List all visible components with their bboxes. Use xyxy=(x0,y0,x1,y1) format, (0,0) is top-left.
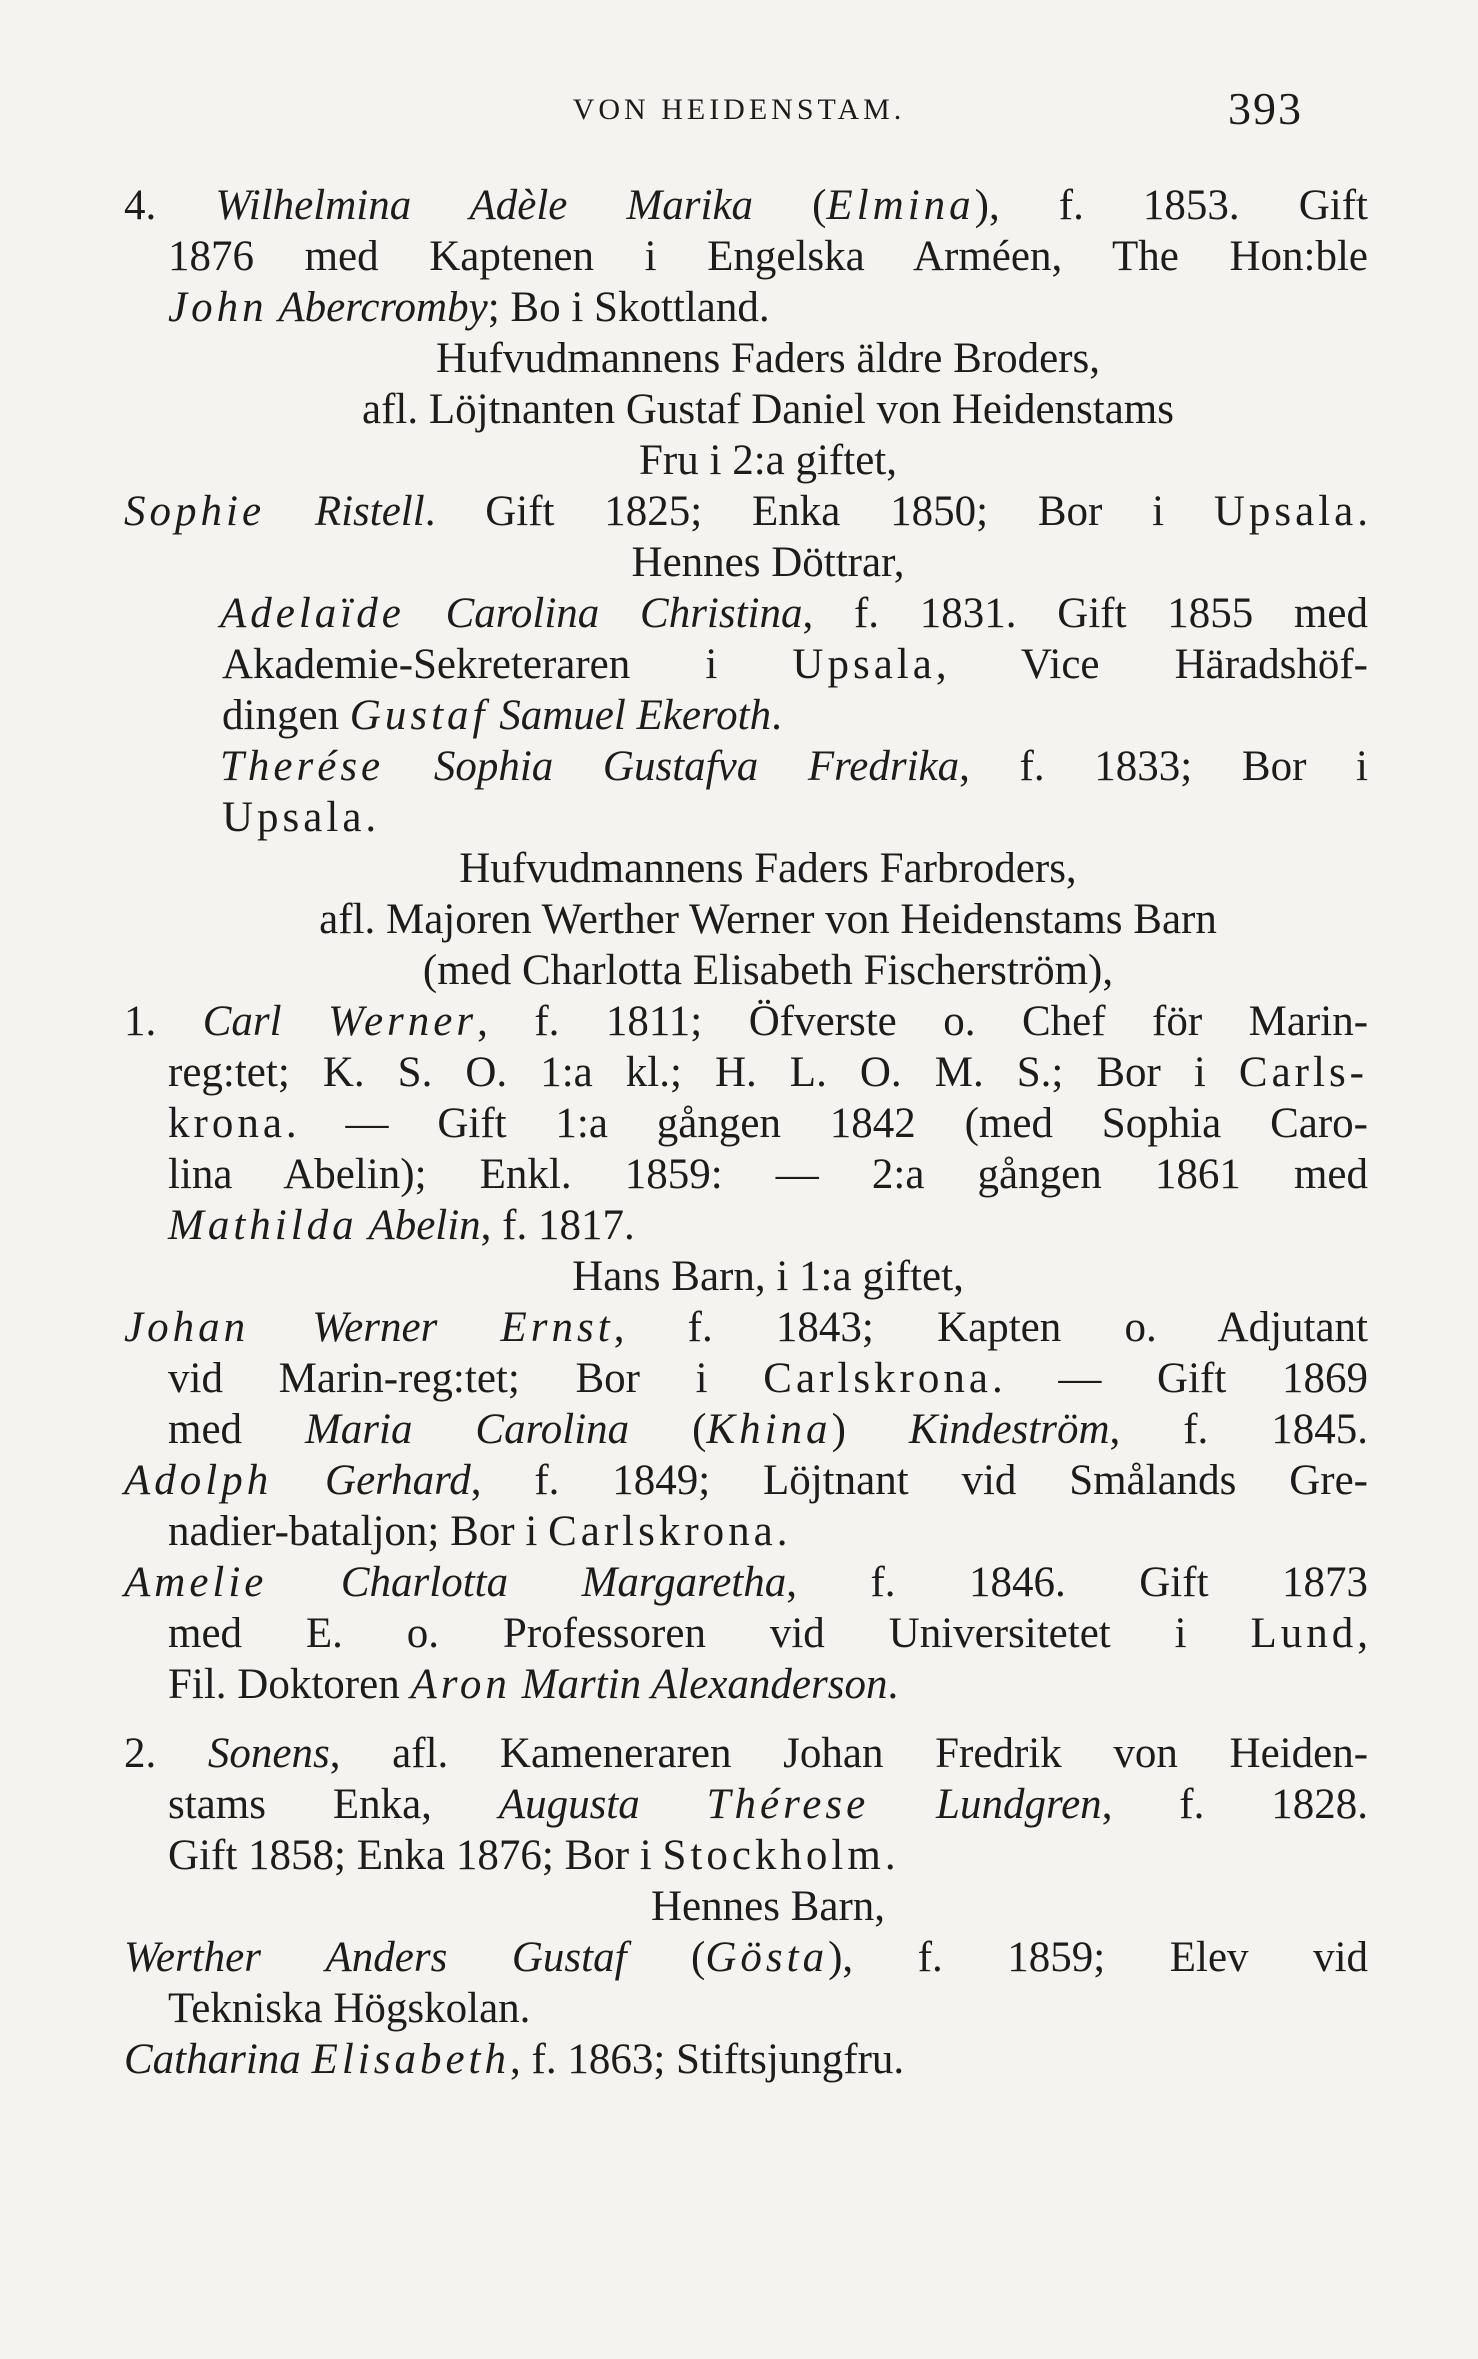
text-line xyxy=(168,1251,1368,1302)
text-span: Carlskrona xyxy=(548,1508,777,1555)
text-line xyxy=(168,1881,1368,1932)
text-span: ; Bo i Skottland. xyxy=(487,284,770,331)
text-line xyxy=(168,843,1368,894)
text-span: . xyxy=(365,794,377,841)
text-line xyxy=(168,639,1368,690)
name-span: Charlotta Margaretha xyxy=(340,1559,787,1606)
paragraph-gap xyxy=(168,1710,1368,1728)
text-span: , f. 1863; Stiftsjungfru. xyxy=(510,2036,905,2083)
name-span: John xyxy=(168,284,268,331)
text-span: Akademie-Sekreteraren i xyxy=(222,641,793,688)
name-span: Ernst xyxy=(500,1304,614,1351)
name-span: Adelaïde xyxy=(220,590,405,637)
text-span xyxy=(282,998,328,1045)
text-line xyxy=(124,486,1368,537)
text-span: afl. Majoren Werther Werner von Heidenstams Barn xyxy=(319,896,1217,943)
text-span: (med Charlotta Elisabeth Fischerström), xyxy=(422,947,1114,994)
text-span: krona xyxy=(168,1100,286,1147)
text-line xyxy=(168,1353,1368,1404)
name-span: Gösta xyxy=(705,1934,829,1981)
name-span: Werner xyxy=(328,998,478,1045)
text-span: , f. 1828. xyxy=(1101,1781,1368,1828)
text-line xyxy=(168,1506,1368,1557)
name-span: Carl xyxy=(202,998,282,1045)
name-span: Elmina xyxy=(826,182,975,229)
text-span: med E. o. Professoren vid Universitetet i xyxy=(168,1610,1251,1657)
text-line xyxy=(124,1557,1368,1608)
text-line xyxy=(124,1455,1368,1506)
text-line xyxy=(124,1932,1368,1983)
text-span xyxy=(384,743,434,790)
genealogy-text xyxy=(124,180,1369,2085)
text-span: ( xyxy=(753,182,827,229)
name-span: Gustaf xyxy=(349,692,489,739)
text-span: 2. xyxy=(124,1730,208,1777)
text-line xyxy=(168,1830,1368,1881)
text-span xyxy=(405,590,446,637)
text-span: . — Gift 1869 xyxy=(991,1355,1368,1402)
text-span: ( xyxy=(629,1406,707,1453)
text-span: Tekniska Högskolan. xyxy=(168,1985,531,2032)
text-span xyxy=(267,1559,340,1606)
text-span xyxy=(511,1661,522,1708)
name-span: Lundgren xyxy=(936,1781,1102,1828)
text-span xyxy=(249,1304,312,1351)
text-span: , f. 1843; Kapten o. Adjutant xyxy=(613,1304,1369,1351)
name-span: Werner xyxy=(312,1304,438,1351)
name-span: Therése xyxy=(220,743,385,790)
text-span: , f. 1811; Öfverste o. Chef för Marin- xyxy=(477,998,1369,1045)
text-span: Hennes Döttrar, xyxy=(631,539,905,586)
name-span: Gerhard xyxy=(325,1457,471,1504)
text-span: afl. Löjtnanten Gustaf Daniel von Heidenstams xyxy=(361,386,1174,433)
text-span: . xyxy=(1357,488,1368,535)
name-span: Sophie xyxy=(124,488,266,535)
text-span xyxy=(488,692,499,739)
text-line xyxy=(168,537,1368,588)
text-span: Carls- xyxy=(1238,1049,1368,1096)
text-span: . xyxy=(771,692,782,739)
text-span xyxy=(272,1457,325,1504)
name-span: Abercromby xyxy=(278,284,488,331)
text-span: Upsala xyxy=(1213,488,1358,535)
name-span: Martin Alexanderson xyxy=(521,1661,888,1708)
text-span: ( xyxy=(626,1934,706,1981)
text-span: , f. 1846. Gift 1873 xyxy=(786,1559,1369,1606)
text-span: 1876 med Kaptenen i Engelska Arméen, The Hon:ble xyxy=(168,233,1368,280)
name-span: Khina xyxy=(706,1406,832,1453)
text-span: stams Enka, xyxy=(168,1781,499,1828)
text-line xyxy=(168,282,1368,333)
text-span: , f. 1845. xyxy=(1109,1406,1368,1453)
name-span: Augusta xyxy=(498,1781,640,1828)
text-line xyxy=(168,792,1368,843)
text-line xyxy=(124,1302,1368,1353)
text-span: , f. 1831. Gift 1855 med xyxy=(802,590,1369,637)
text-span xyxy=(268,284,279,331)
name-span: Anders Gustaf xyxy=(325,1934,627,1981)
text-span xyxy=(869,1781,936,1828)
name-span: Johan xyxy=(124,1304,250,1351)
text-span: Hufvudmannens Faders Farbroders, xyxy=(459,845,1077,892)
text-span: , f. 1833; Bor i xyxy=(959,743,1369,790)
text-span xyxy=(437,1304,500,1351)
text-span: nadier-bataljon; Bor i xyxy=(168,1508,549,1555)
text-span: Hans Barn, i 1:a giftet, xyxy=(572,1253,964,1300)
text-span: Gift 1858; Enka 1876; Bor i xyxy=(168,1832,663,1879)
text-span: Upsala xyxy=(792,641,936,688)
text-span: , afl. Kameneraren Johan Fredrik von Heiden- xyxy=(329,1730,1369,1777)
name-span: Ristell xyxy=(314,488,425,535)
name-span: Mathilda xyxy=(168,1202,358,1249)
text-span: Hennes Barn, xyxy=(650,1883,886,1930)
text-span: Stockholm xyxy=(662,1832,885,1879)
text-line xyxy=(124,180,1368,231)
name-span: Samuel Ekeroth xyxy=(499,692,772,739)
text-line xyxy=(124,1728,1368,1779)
text-line xyxy=(168,1983,1368,2034)
running-header: VON HEIDENSTAM. xyxy=(572,93,906,126)
text-line xyxy=(168,690,1368,741)
text-line xyxy=(168,1404,1368,1455)
text-span: reg:tet; K. S. O. 1:a kl.; H. L. O. M. S.; Bor i xyxy=(168,1049,1239,1096)
text-span: , f. 1849; Löjtnant vid Smålands Gre- xyxy=(470,1457,1368,1504)
text-span xyxy=(261,1934,326,1981)
text-line xyxy=(168,1098,1368,1149)
text-span: 4. xyxy=(124,182,216,229)
text-span xyxy=(358,1202,369,1249)
text-span: Fru i 2:a giftet, xyxy=(639,437,897,484)
text-span: Lund xyxy=(1250,1610,1358,1657)
text-span: . Gift 1825; Enka 1850; Bor i xyxy=(424,488,1214,535)
name-span: Werther xyxy=(124,1934,261,1981)
text-span: ), f. 1853. Gift xyxy=(974,182,1368,229)
name-span: Sonens xyxy=(207,1730,330,1777)
text-span: . xyxy=(776,1508,788,1555)
text-span: Hufvudmannens Faders äldre Broders, xyxy=(436,335,1100,382)
text-span: , Vice Häradshöf- xyxy=(935,641,1369,688)
text-line xyxy=(168,384,1368,435)
text-line xyxy=(168,894,1368,945)
text-span: dingen xyxy=(222,692,350,739)
text-span: lina Abelin); Enkl. 1859: — 2:a gången 1861 med xyxy=(168,1151,1368,1198)
text-line xyxy=(124,2034,1368,2085)
text-span: Fil. Doktoren xyxy=(168,1661,411,1708)
name-span: Elisabeth xyxy=(311,2036,510,2083)
text-span: , f. 1817. xyxy=(480,1202,635,1249)
text-span: . xyxy=(884,1832,896,1879)
text-line xyxy=(168,333,1368,384)
text-line xyxy=(168,1047,1368,1098)
text-span: ) xyxy=(831,1406,909,1453)
name-span: Wilhelmina Adèle Marika xyxy=(215,182,754,229)
text-line xyxy=(168,435,1368,486)
text-span: 1. xyxy=(124,998,203,1045)
text-line xyxy=(168,588,1368,639)
text-span: vid Marin-reg:tet; Bor i xyxy=(168,1355,764,1402)
page-number: 393 xyxy=(1228,83,1303,134)
text-line xyxy=(168,231,1368,282)
text-span xyxy=(640,1781,707,1828)
text-span xyxy=(265,488,315,535)
text-line xyxy=(168,741,1368,792)
name-span: Aron xyxy=(410,1661,511,1708)
text-line xyxy=(168,1149,1368,1200)
text-line xyxy=(168,1779,1368,1830)
name-span: Amelie xyxy=(124,1559,268,1606)
text-line xyxy=(168,1200,1368,1251)
name-span: Abelin xyxy=(368,1202,481,1249)
text-line xyxy=(168,1659,1368,1710)
name-span: Catharina xyxy=(124,2036,301,2083)
text-span: . — Gift 1:a gången 1842 (med Sophia Caro- xyxy=(285,1100,1368,1147)
name-span: Sophia Gustafva Fredrika xyxy=(433,743,960,790)
text-span: Carlskrona xyxy=(763,1355,992,1402)
text-span: . xyxy=(887,1661,899,1708)
text-span xyxy=(301,2036,312,2083)
name-span: Thérese xyxy=(706,1781,870,1828)
text-line xyxy=(168,1608,1368,1659)
text-span: Upsala xyxy=(222,794,366,841)
name-span: Maria Carolina xyxy=(304,1406,630,1453)
name-span: Adolph xyxy=(124,1457,273,1504)
text-span: , xyxy=(1357,1610,1368,1657)
text-span: ), f. 1859; Elev vid xyxy=(828,1934,1369,1981)
text-span: med xyxy=(168,1406,305,1453)
text-line xyxy=(124,996,1368,1047)
name-span: Carolina Christina xyxy=(445,590,803,637)
name-span: Kindeström xyxy=(908,1406,1110,1453)
text-line xyxy=(168,945,1368,996)
